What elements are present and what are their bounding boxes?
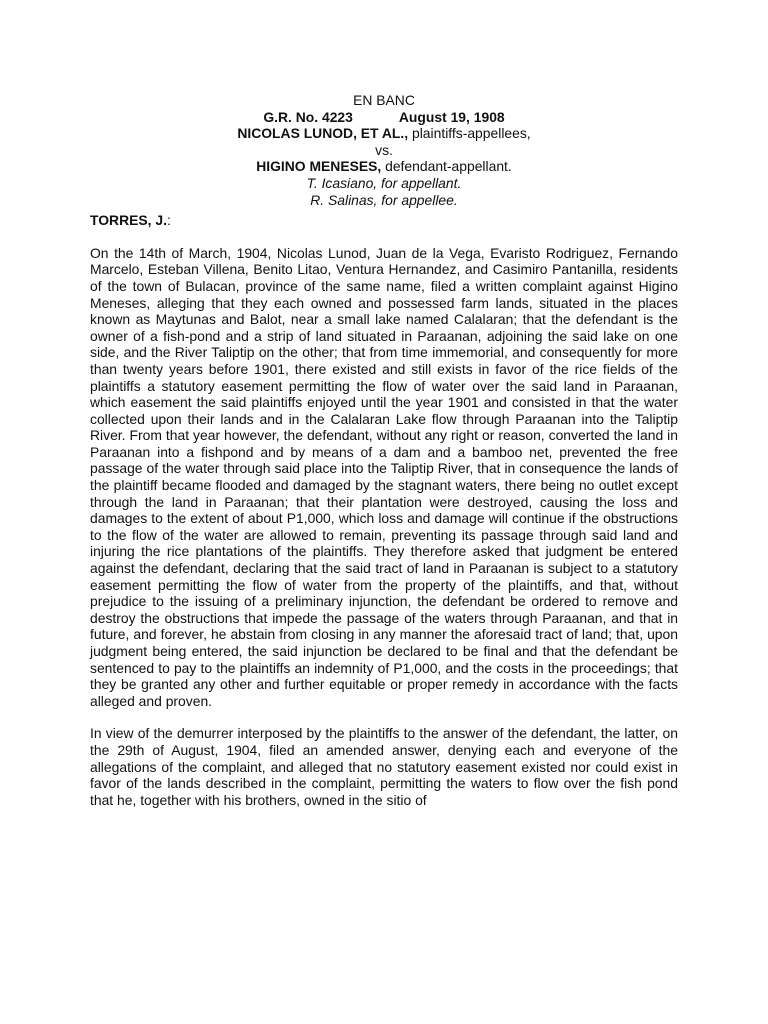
document-page (90, 92, 678, 808)
paragraph-1: On the 14th of March, 1904, Nicolas Lunod, Juan de la Vega, Evaristo Rodriguez, Fernando Marcelo, Esteban Villena, Benito Litao, Ventura Hernandez, and Casimiro Pantanilla, residents of the town of Bulacan, province of the same name, filed a written complaint against Higino Meneses, alleging that they each owned and possessed farm lands, situated in the places known as Maytunas and Balot, near a small lake named Calalaran; that the defendant is the owner of a fish-pond and a strip of land situated in Paraanan, adjoining the said lake on one side, and the River Taliptip on the other; that from time immemorial, and consequently for more than twenty years before 1901, there existed and still exists in favor of the rice fields of the plaintiffs a statutory easement permitting the flow of water over the said land in Paraanan, which easement the said plaintiffs enjoyed until the year 1901 and consisted in that the water collected upon their lands and in the Calalaran Lake flow through Paraanan into the Taliptip River. From that year however, the defendant, without any right or reason, converted the land in Paraanan into a fishpond and by means of a dam and a bamboo net, prevented the free passage of the water through said place into the Taliptip River, that in consequence the lands of the plaintiff became flooded and damaged by the stagnant waters, there being no outlet except through the land in Paraanan; that their plantation were destroyed, causing the loss and damages to the extent of about P1,000, which loss and damage will continue if the obstructions to the flow of the water are allowed to remain, preventing its passage through said land and injuring the rice plantations of the plaintiffs. They therefore asked that judgment be entered against the defendant, declaring that the said tract of land in Paraanan is subject to a statutory easement permitting the flow of water from the property of the plaintiffs, and that, without prejudice to the issuing of a preliminary injunction, the defendant be ordered to remove and destroy the obstructions that impede the passage of the waters through Paraanan, and that in future, and forever, he abstain from closing in any manner the aforesaid tract of land; that, upon judgment being entered, the said injunction be declared to be final and that the defendant be sentenced to pay to the plaintiffs an indemnity of P1,000, and the costs in the proceedings; that they be granted any other and further equitable or proper remedy in accordance with the facts alleged and proven. (90, 244, 678, 709)
court-division: EN BANC (353, 92, 415, 108)
defendant-line (90, 158, 678, 175)
defendant-role: defendant-appellant. (381, 158, 512, 175)
ponente-name: TORRES, J. (90, 212, 167, 229)
case-number-line (90, 109, 678, 126)
plaintiffs-name: NICOLAS LUNOD, ET AL., (237, 125, 409, 142)
case-number: G.R. No. 4223 (263, 108, 353, 125)
defendant-name: HIGINO MENESES, (256, 158, 382, 175)
ponente-suffix: : (166, 212, 171, 229)
case-header (90, 92, 678, 208)
counsel-appellee: R. Salinas, for appellee. (310, 191, 458, 208)
case-date: August 19, 1908 (398, 108, 505, 125)
counsel-appellant: T. Icasiano, for appellant. (306, 174, 462, 191)
paragraph-2: In view of the demurrer interposed by the plaintiffs to the answer of the defendant, the latter, on the 29th of August, 1904, filed an amended answer, denying each and everyone of the allegations of the complaint, and alleged that no statutory easement existed nor could exist in favor of the lands described in the complaint, permitting the waters to flow over the fish pond that he, together with his brothers, owned in the sitio of (90, 725, 678, 808)
plaintiffs-role: plaintiffs-appellees, (408, 125, 531, 142)
versus: vs. (375, 141, 393, 158)
ponente (90, 212, 678, 229)
plaintiffs-line (90, 125, 678, 142)
